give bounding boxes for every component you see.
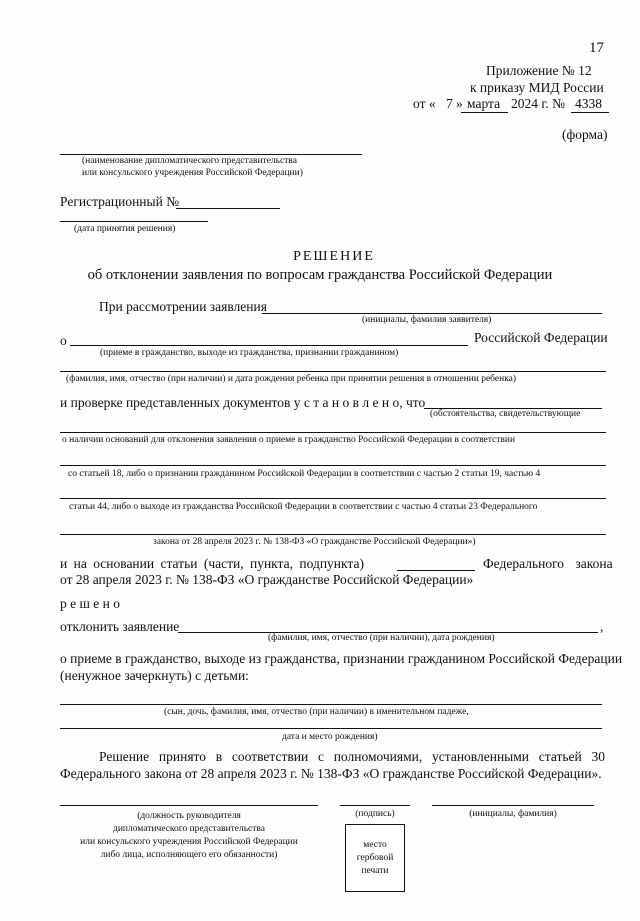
decision-date-caption: (дата принятия решения): [74, 224, 176, 234]
children-line-2[interactable]: [60, 728, 602, 729]
authority-text-2: Федерального закона от 28 апреля 2023 г. № 138-ФЗ «О гражданстве Российской Федерации».: [60, 766, 602, 781]
decided-label: р е ш е н о: [60, 596, 120, 611]
date-close-quote: »: [456, 96, 463, 111]
grounds-line-4[interactable]: [60, 534, 606, 535]
number-underline: [571, 112, 609, 113]
article-number-line[interactable]: [397, 570, 475, 571]
initials-caption: (инициалы, фамилия): [469, 809, 557, 819]
consideration-label: При рассмотрении заявления: [99, 299, 267, 314]
children-line-1[interactable]: [60, 704, 602, 705]
order-reference: к приказу МИД России: [470, 80, 604, 95]
children-caption-2: дата и место рождения): [282, 732, 378, 742]
position-caption-2: дипломатического представительства: [113, 824, 265, 834]
grounds-line-2[interactable]: [60, 465, 606, 466]
stamp-caption-3: печати: [361, 866, 389, 876]
date-month: марта: [467, 96, 501, 111]
decision-date-line[interactable]: [60, 221, 208, 222]
grounds-caption-3: статьи 44, либо о выходе из гражданства Российской Федерации в соответствии с частью 4 статьи 23 Федерального: [69, 502, 538, 512]
appendix-number: Приложение № 12: [486, 63, 592, 78]
children-caption-1: (сын, дочь, фамилия, имя, отчество (при наличии) в именительном падеже,: [164, 707, 469, 717]
date-day: 7: [446, 96, 453, 111]
russian-federation-label: Российской Федерации: [474, 330, 608, 345]
form-label: (форма): [562, 127, 608, 142]
child-info-line[interactable]: [60, 371, 606, 372]
grounds-caption-1: о наличии оснований для отклонения заявления о приеме в гражданство Российской Федерации в соответствии: [62, 435, 516, 445]
circumstances-caption: (обстоятельства, свидетельствующие: [430, 409, 581, 419]
registration-label: Регистрационный №: [60, 194, 180, 209]
signature-line[interactable]: [340, 805, 410, 806]
page-number: 17: [589, 40, 604, 56]
subject-text-1: о приеме в гражданство, выходе из гражданства, признании гражданином Российской Федерации: [60, 651, 623, 666]
application-type-line[interactable]: [70, 345, 468, 346]
applicant-name-line[interactable]: [262, 313, 602, 314]
stamp-caption-1: место: [363, 840, 387, 850]
subject-text-2: (ненужное зачеркнуть) с детьми:: [60, 668, 249, 683]
mission-caption-2: или консульского учреждения Российской Федерации): [82, 168, 303, 178]
stamp-caption-2: гербовой: [356, 853, 394, 863]
position-caption-4: либо лица, исполняющего его обязанности): [100, 850, 278, 860]
about-prefix: о: [60, 333, 67, 348]
position-line[interactable]: [60, 805, 318, 806]
mission-name-line[interactable]: [60, 154, 362, 155]
basis-text-start: и на основании статьи (части, пункта, подпункта): [60, 556, 364, 571]
registration-number-line[interactable]: [176, 208, 280, 209]
basis-law-reference: от 28 апреля 2023 г. № 138-ФЗ «О гражданстве Российской Федерации»: [60, 572, 474, 587]
authority-text-1: Решение принято в соответствии с полномочиями, установленными статьей 30: [99, 749, 605, 764]
check-text: и проверке представленных документов у с т а н о в л е н о, что: [60, 395, 426, 410]
grounds-line-1[interactable]: [60, 432, 606, 433]
document-title: РЕШЕНИЕ: [293, 249, 375, 264]
position-caption-1: (должность руководителя: [137, 811, 241, 821]
mission-caption-1: (наименование дипломатического представительства: [82, 156, 297, 166]
month-underline: [461, 112, 508, 113]
reject-comma: ,: [600, 619, 604, 634]
order-number: 4338: [575, 96, 602, 111]
grounds-caption-2: со статьей 18, либо о признании гражданином Российской Федерации в соответствии с частью 2 статьи 19, частью 4: [68, 469, 541, 479]
document-subtitle: об отклонении заявления по вопросам гражданства Российской Федерации: [87, 267, 553, 283]
date-year: 2024 г. №: [511, 96, 566, 111]
rejected-person-caption: (фамилия, имя, отчество (при наличии), дата рождения): [268, 633, 495, 643]
signature-caption: (подпись): [355, 809, 395, 819]
basis-federal-law: Федерального закона: [483, 556, 613, 571]
child-info-caption: (фамилия, имя, отчество (при наличии) и дата рождения ребенка при принятии решения в отношении ребенка): [66, 374, 517, 384]
reject-label: отклонить заявление: [60, 619, 180, 634]
order-date-line: [413, 97, 613, 113]
initials-line[interactable]: [432, 805, 594, 806]
grounds-line-3[interactable]: [60, 498, 606, 499]
date-prefix: от «: [413, 96, 436, 111]
application-type-caption: (приеме в гражданство, выходе из гражданства, признании гражданином): [100, 348, 399, 358]
applicant-caption: (инициалы, фамилия заявителя): [362, 315, 492, 325]
grounds-caption-4: закона от 28 апреля 2023 г. № 138-ФЗ «О гражданстве Российской Федерации»): [153, 537, 476, 547]
position-caption-3: или консульского учреждения Российской Федерации: [80, 837, 298, 847]
